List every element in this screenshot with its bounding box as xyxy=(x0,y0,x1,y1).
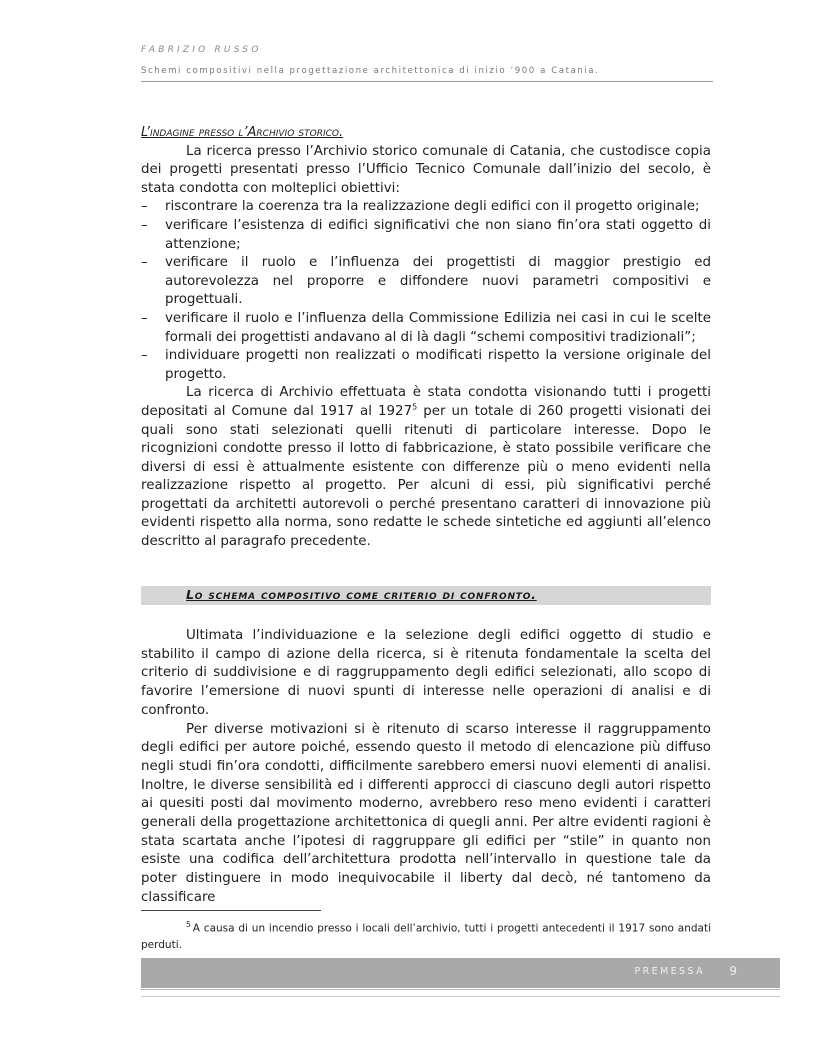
footnote xyxy=(141,917,711,953)
running-header-author: FABRIZIO RUSSO xyxy=(141,45,262,55)
list-item xyxy=(141,310,711,347)
subheading-archive: L’indagine presso l’Archivio storico. xyxy=(141,125,344,140)
header-rule xyxy=(141,81,713,82)
paragraph-grouping: Per diverse motivazioni si è ritenuto di scarso interesse il raggruppamento degli edifici per autore poiché, essendo questo il metodo di elencazione più diffuso negli studi fin’ora condotti, difficilmente sarebbero emersi nuovi elementi di analisi. Inoltre, le diverse sensibilità ed i differenti approcci di ciascuno degli autori rispetto ai quesiti posti dal movimento moderno, avrebbero reso meno evidenti i caratteri generali della progettazione architettonica di quegli anni. Per altre evidenti ragioni è stata scartata anche l’ipotesi di raggruppare gli edifici per “stile” in quanto non esiste una codifica dell’architettura prodotta nell’intervallo in questione tale da poter distinguere in modo inequivocabile il liberty dal decò, né tantomeno da classificare xyxy=(141,721,711,905)
footer-chapter-label: PREMESSA xyxy=(634,966,705,977)
paragraph-text: La ricerca di Archivio effettuata è stata condotta visionando tutti i progetti depositati al Comune dal 1917 al 1927 xyxy=(141,385,711,419)
footnote-rule xyxy=(141,910,321,911)
page-number: 9 xyxy=(729,964,738,978)
footer-rule-lines xyxy=(141,989,780,997)
list-item-text: individuare progetti non realizzati o modificati rispetto la versione originale del progetto. xyxy=(165,348,711,382)
footnote-text: A causa di un incendio presso i locali dell’archivio, tutti i progetti antecedenti il 1917 sono andati perduti. xyxy=(141,922,711,951)
dash-marker: – xyxy=(141,348,148,364)
list-item xyxy=(141,347,711,384)
paragraph-text: per un totale di 260 progetti visionati dei quali sono stati selezionati quelli ritenuti di particolare interesse. Dopo le ricognizioni condotte presso il lotto di fabbricazione, è stato possibile verificare che diversi di essi è attualmente esistente con differenze più o meno evidenti nella realizzazione rispetto al progetto. Per alcuni di essi, più significativi perché progettati da architetti autorevoli o perché presentano caratteri di innovazione più evidenti rispetto alla norma, sono redatte le schede sintetiche ed aggiunti all’elenco descritto al paragrafo precedente. xyxy=(141,403,711,550)
paragraph-intro: La ricerca presso l’Archivio storico comunale di Catania, che custodisce copia dei progetti presentati presso l’Ufficio Tecnico Comunale dall’inizio del secolo, è stata condotta con molteplici obiettivi: xyxy=(141,143,711,196)
running-header-title: Schemi compositivi nella progettazione architettonica di inizio ’900 a Catania. xyxy=(141,66,600,76)
dash-marker: – xyxy=(141,199,148,215)
list-item-text: verificare il ruolo e l’influenza dei progettisti di maggior prestigio ed autorevolezza nel proporre e diffondere nuovi parametri compositivi e progettuali. xyxy=(165,255,711,308)
section-heading: Lo schema compositivo come criterio di confronto. xyxy=(186,587,537,602)
list-item-text: riscontrare la coerenza tra la realizzazione degli edifici con il progetto originale; xyxy=(165,199,700,215)
list-item xyxy=(141,254,711,310)
dash-marker: – xyxy=(141,310,148,326)
section-compositional-scheme xyxy=(141,627,711,908)
footer-bar xyxy=(141,958,780,988)
footnote-number: 5 xyxy=(186,920,191,929)
list-item xyxy=(141,217,711,254)
paragraph-selection: Ultimata l’individuazione e la selezione degli edifici oggetto di studio e stabilito il campo di azione della ricerca, si è ritenuta fondamentale la scelta del criterio di suddivisione e di raggruppamento degli edifici selezionati, allo scopo di favorire l’emersione di nuovi spunti di interesse nelle operazioni di analisi e di confronto. xyxy=(141,628,711,718)
paragraph-archive-results xyxy=(141,384,711,551)
dash-marker: – xyxy=(141,217,148,233)
dash-marker: – xyxy=(141,255,148,271)
list-item xyxy=(141,198,711,217)
objectives-list xyxy=(141,198,711,384)
section-heading-bar xyxy=(141,586,711,605)
footnote-reference[interactable]: 5 xyxy=(412,402,418,412)
list-item-text: verificare l’esistenza di edifici significativi che non siano fin’ora stati oggetto di attenzione; xyxy=(165,217,711,252)
section-archive-research xyxy=(141,124,711,552)
list-item-text: verificare il ruolo e l’influenza della Commissione Edilizia nei casi in cui le scelte formali dei progettisti andavano al di là dagli “schemi compositivi tradizionali”; xyxy=(165,310,711,345)
